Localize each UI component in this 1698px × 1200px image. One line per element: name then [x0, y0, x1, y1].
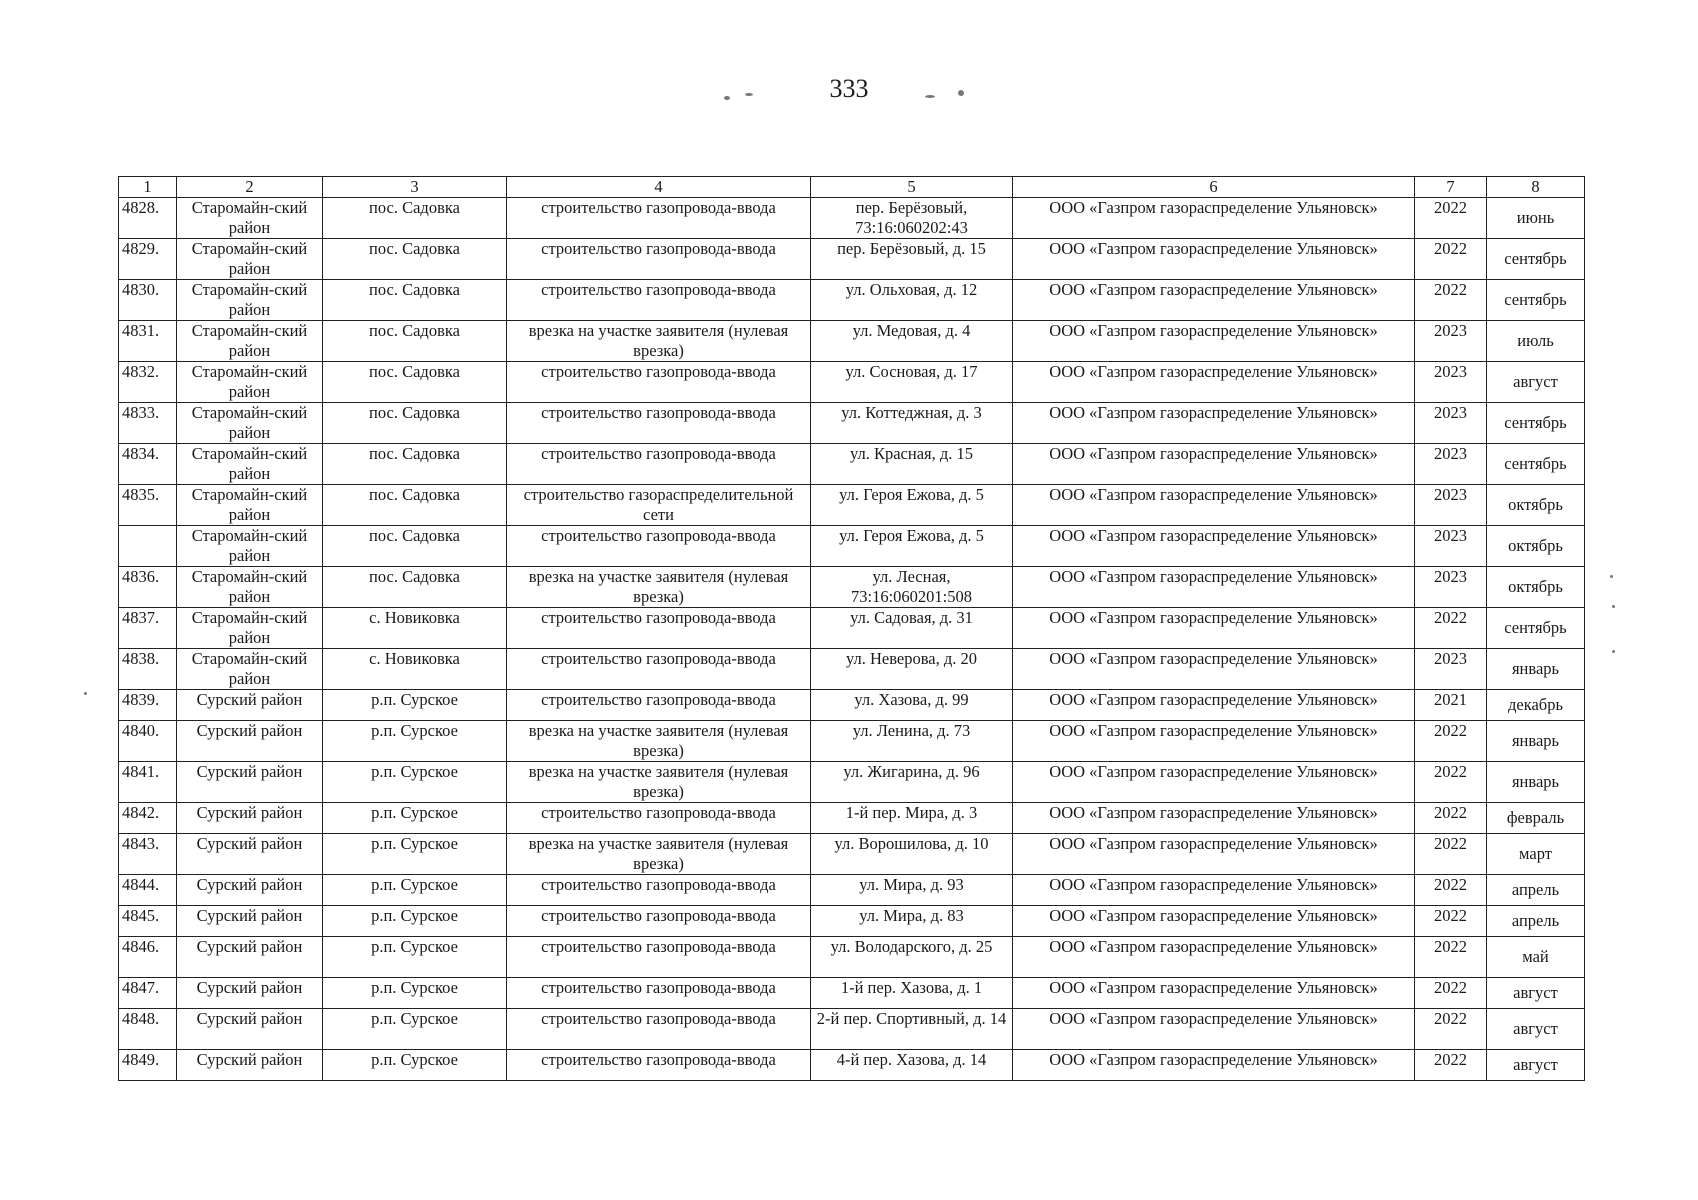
- district-cell: Сурский район: [177, 875, 323, 906]
- row-number: 4843.: [119, 834, 177, 875]
- row-number: 4834.: [119, 444, 177, 485]
- month-cell: апрель: [1487, 906, 1585, 937]
- locality-cell: р.п. Сурское: [323, 906, 507, 937]
- work-type-cell: строительство газопровода-ввода: [507, 444, 811, 485]
- row-number: 4839.: [119, 690, 177, 721]
- locality-cell: р.п. Сурское: [323, 937, 507, 978]
- district-cell: Старомайн-ский район: [177, 362, 323, 403]
- row-number: 4836.: [119, 567, 177, 608]
- table-row: [119, 403, 1585, 444]
- organization-cell: ООО «Газпром газораспределение Ульяновск»: [1013, 362, 1415, 403]
- row-number: 4833.: [119, 403, 177, 444]
- district-cell: Старомайн-ский район: [177, 403, 323, 444]
- address-cell: ул. Ленина, д. 73: [811, 721, 1013, 762]
- month-cell: июль: [1487, 321, 1585, 362]
- locality-cell: р.п. Сурское: [323, 834, 507, 875]
- district-cell: Старомайн-ский район: [177, 649, 323, 690]
- work-type-cell: строительство газопровода-ввода: [507, 198, 811, 239]
- year-cell: 2023: [1415, 444, 1487, 485]
- month-cell: сентябрь: [1487, 239, 1585, 280]
- locality-cell: р.п. Сурское: [323, 875, 507, 906]
- month-cell: сентябрь: [1487, 444, 1585, 485]
- organization-cell: ООО «Газпром газораспределение Ульяновск»: [1013, 403, 1415, 444]
- address-cell: ул. Лесная, 73:16:060201:508: [811, 567, 1013, 608]
- table-row: [119, 526, 1585, 567]
- organization-cell: ООО «Газпром газораспределение Ульяновск»: [1013, 198, 1415, 239]
- month-cell: декабрь: [1487, 690, 1585, 721]
- organization-cell: ООО «Газпром газораспределение Ульяновск»: [1013, 239, 1415, 280]
- organization-cell: ООО «Газпром газораспределение Ульяновск»: [1013, 906, 1415, 937]
- column-header: 5: [811, 177, 1013, 198]
- year-cell: 2022: [1415, 1050, 1487, 1081]
- table-row: [119, 721, 1585, 762]
- organization-cell: ООО «Газпром газораспределение Ульяновск»: [1013, 875, 1415, 906]
- organization-cell: ООО «Газпром газораспределение Ульяновск»: [1013, 526, 1415, 567]
- district-cell: Старомайн-ский район: [177, 567, 323, 608]
- locality-cell: пос. Садовка: [323, 526, 507, 567]
- work-type-cell: строительство газораспределительной сети: [507, 485, 811, 526]
- locality-cell: пос. Садовка: [323, 321, 507, 362]
- address-cell: ул. Ворошилова, д. 10: [811, 834, 1013, 875]
- address-cell: 2-й пер. Спортивный, д. 14: [811, 1009, 1013, 1050]
- gasification-table: [118, 176, 1585, 1081]
- table-row: [119, 485, 1585, 526]
- table-row: [119, 906, 1585, 937]
- locality-cell: пос. Садовка: [323, 198, 507, 239]
- address-cell: ул. Ольховая, д. 12: [811, 280, 1013, 321]
- row-number: 4831.: [119, 321, 177, 362]
- address-cell: ул. Хазова, д. 99: [811, 690, 1013, 721]
- work-type-cell: строительство газопровода-ввода: [507, 1050, 811, 1081]
- locality-cell: р.п. Сурское: [323, 721, 507, 762]
- row-number: 4838.: [119, 649, 177, 690]
- address-cell: ул. Коттеджная, д. 3: [811, 403, 1013, 444]
- year-cell: 2022: [1415, 1009, 1487, 1050]
- year-cell: 2022: [1415, 978, 1487, 1009]
- month-cell: август: [1487, 362, 1585, 403]
- month-cell: апрель: [1487, 875, 1585, 906]
- work-type-cell: строительство газопровода-ввода: [507, 526, 811, 567]
- year-cell: 2022: [1415, 906, 1487, 937]
- organization-cell: ООО «Газпром газораспределение Ульяновск»: [1013, 1050, 1415, 1081]
- work-type-cell: строительство газопровода-ввода: [507, 649, 811, 690]
- locality-cell: с. Новиковка: [323, 608, 507, 649]
- organization-cell: ООО «Газпром газораспределение Ульяновск»: [1013, 649, 1415, 690]
- organization-cell: ООО «Газпром газораспределение Ульяновск»: [1013, 762, 1415, 803]
- district-cell: Старомайн-ский район: [177, 280, 323, 321]
- month-cell: август: [1487, 1050, 1585, 1081]
- month-cell: сентябрь: [1487, 280, 1585, 321]
- month-cell: март: [1487, 834, 1585, 875]
- work-type-cell: строительство газопровода-ввода: [507, 608, 811, 649]
- year-cell: 2023: [1415, 485, 1487, 526]
- address-cell: 1-й пер. Мира, д. 3: [811, 803, 1013, 834]
- scan-speck: [84, 692, 87, 695]
- column-header: 8: [1487, 177, 1585, 198]
- table-row: [119, 321, 1585, 362]
- scan-speck: [1610, 575, 1613, 578]
- table-row: [119, 444, 1585, 485]
- table-row: [119, 280, 1585, 321]
- year-cell: 2022: [1415, 608, 1487, 649]
- year-cell: 2022: [1415, 280, 1487, 321]
- table-row: [119, 362, 1585, 403]
- address-cell: ул. Красная, д. 15: [811, 444, 1013, 485]
- row-number: 4832.: [119, 362, 177, 403]
- work-type-cell: строительство газопровода-ввода: [507, 280, 811, 321]
- month-cell: август: [1487, 1009, 1585, 1050]
- district-cell: Старомайн-ский район: [177, 608, 323, 649]
- address-cell: ул. Неверова, д. 20: [811, 649, 1013, 690]
- district-cell: Сурский район: [177, 690, 323, 721]
- district-cell: Сурский район: [177, 906, 323, 937]
- month-cell: май: [1487, 937, 1585, 978]
- scan-speck: [1612, 650, 1615, 653]
- work-type-cell: строительство газопровода-ввода: [507, 362, 811, 403]
- locality-cell: с. Новиковка: [323, 649, 507, 690]
- year-cell: 2022: [1415, 803, 1487, 834]
- address-cell: ул. Сосновая, д. 17: [811, 362, 1013, 403]
- district-cell: Сурский район: [177, 978, 323, 1009]
- district-cell: Сурский район: [177, 721, 323, 762]
- table-row: [119, 937, 1585, 978]
- work-type-cell: строительство газопровода-ввода: [507, 978, 811, 1009]
- work-type-cell: строительство газопровода-ввода: [507, 690, 811, 721]
- district-cell: Сурский район: [177, 834, 323, 875]
- district-cell: Старомайн-ский район: [177, 239, 323, 280]
- address-cell: ул. Володарского, д. 25: [811, 937, 1013, 978]
- locality-cell: пос. Садовка: [323, 485, 507, 526]
- organization-cell: ООО «Газпром газораспределение Ульяновск»: [1013, 608, 1415, 649]
- header-row: [119, 177, 1585, 198]
- table-row: [119, 608, 1585, 649]
- work-type-cell: строительство газопровода-ввода: [507, 803, 811, 834]
- month-cell: сентябрь: [1487, 608, 1585, 649]
- month-cell: январь: [1487, 649, 1585, 690]
- month-cell: октябрь: [1487, 526, 1585, 567]
- table-row: [119, 834, 1585, 875]
- district-cell: Сурский район: [177, 762, 323, 803]
- year-cell: 2021: [1415, 690, 1487, 721]
- work-type-cell: врезка на участке заявителя (нулевая врезка): [507, 721, 811, 762]
- organization-cell: ООО «Газпром газораспределение Ульяновск»: [1013, 937, 1415, 978]
- month-cell: февраль: [1487, 803, 1585, 834]
- table-row: [119, 649, 1585, 690]
- locality-cell: р.п. Сурское: [323, 690, 507, 721]
- column-header: 1: [119, 177, 177, 198]
- district-cell: Старомайн-ский район: [177, 485, 323, 526]
- locality-cell: р.п. Сурское: [323, 1009, 507, 1050]
- organization-cell: ООО «Газпром газораспределение Ульяновск»: [1013, 567, 1415, 608]
- locality-cell: р.п. Сурское: [323, 978, 507, 1009]
- table-row: [119, 875, 1585, 906]
- row-number: 4844.: [119, 875, 177, 906]
- address-cell: ул. Героя Ежова, д. 5: [811, 485, 1013, 526]
- district-cell: Сурский район: [177, 803, 323, 834]
- row-number: 4835.: [119, 485, 177, 526]
- table-row: [119, 762, 1585, 803]
- year-cell: 2022: [1415, 834, 1487, 875]
- work-type-cell: строительство газопровода-ввода: [507, 906, 811, 937]
- row-number: 4828.: [119, 198, 177, 239]
- table-row: [119, 690, 1585, 721]
- year-cell: 2023: [1415, 649, 1487, 690]
- district-cell: Старомайн-ский район: [177, 321, 323, 362]
- address-cell: 1-й пер. Хазова, д. 1: [811, 978, 1013, 1009]
- address-cell: 4-й пер. Хазова, д. 14: [811, 1050, 1013, 1081]
- row-number: 4845.: [119, 906, 177, 937]
- month-cell: октябрь: [1487, 485, 1585, 526]
- locality-cell: р.п. Сурское: [323, 803, 507, 834]
- year-cell: 2022: [1415, 198, 1487, 239]
- row-number: 4849.: [119, 1050, 177, 1081]
- work-type-cell: строительство газопровода-ввода: [507, 1009, 811, 1050]
- scan-speck: [925, 95, 935, 98]
- column-header: 6: [1013, 177, 1415, 198]
- column-header: 7: [1415, 177, 1487, 198]
- scan-speck: [724, 96, 730, 100]
- scan-speck: [958, 90, 964, 96]
- table-row: [119, 1050, 1585, 1081]
- month-cell: июнь: [1487, 198, 1585, 239]
- row-number: 4841.: [119, 762, 177, 803]
- organization-cell: ООО «Газпром газораспределение Ульяновск»: [1013, 690, 1415, 721]
- address-cell: ул. Героя Ежова, д. 5: [811, 526, 1013, 567]
- scan-speck: [745, 93, 753, 96]
- organization-cell: ООО «Газпром газораспределение Ульяновск»: [1013, 721, 1415, 762]
- district-cell: Сурский район: [177, 937, 323, 978]
- organization-cell: ООО «Газпром газораспределение Ульяновск»: [1013, 321, 1415, 362]
- year-cell: 2023: [1415, 526, 1487, 567]
- month-cell: октябрь: [1487, 567, 1585, 608]
- address-cell: пер. Берёзовый, 73:16:060202:43: [811, 198, 1013, 239]
- work-type-cell: врезка на участке заявителя (нулевая врезка): [507, 321, 811, 362]
- work-type-cell: врезка на участке заявителя (нулевая врезка): [507, 567, 811, 608]
- year-cell: 2022: [1415, 239, 1487, 280]
- year-cell: 2022: [1415, 875, 1487, 906]
- scan-speck: [1612, 605, 1615, 608]
- month-cell: август: [1487, 978, 1585, 1009]
- table-row: [119, 803, 1585, 834]
- locality-cell: пос. Садовка: [323, 280, 507, 321]
- address-cell: ул. Мира, д. 93: [811, 875, 1013, 906]
- year-cell: 2022: [1415, 937, 1487, 978]
- district-cell: Старомайн-ский район: [177, 526, 323, 567]
- row-number: 4848.: [119, 1009, 177, 1050]
- district-cell: Старомайн-ский район: [177, 444, 323, 485]
- table-row: [119, 1009, 1585, 1050]
- month-cell: январь: [1487, 762, 1585, 803]
- district-cell: Сурский район: [177, 1050, 323, 1081]
- work-type-cell: врезка на участке заявителя (нулевая врезка): [507, 762, 811, 803]
- row-number: 4830.: [119, 280, 177, 321]
- organization-cell: ООО «Газпром газораспределение Ульяновск»: [1013, 1009, 1415, 1050]
- address-cell: ул. Жигарина, д. 96: [811, 762, 1013, 803]
- work-type-cell: строительство газопровода-ввода: [507, 937, 811, 978]
- locality-cell: пос. Садовка: [323, 444, 507, 485]
- year-cell: 2022: [1415, 762, 1487, 803]
- work-type-cell: строительство газопровода-ввода: [507, 403, 811, 444]
- address-cell: пер. Берёзовый, д. 15: [811, 239, 1013, 280]
- organization-cell: ООО «Газпром газораспределение Ульяновск»: [1013, 444, 1415, 485]
- organization-cell: ООО «Газпром газораспределение Ульяновск»: [1013, 978, 1415, 1009]
- district-cell: Сурский район: [177, 1009, 323, 1050]
- row-number: 4837.: [119, 608, 177, 649]
- row-number: 4840.: [119, 721, 177, 762]
- organization-cell: ООО «Газпром газораспределение Ульяновск»: [1013, 485, 1415, 526]
- address-cell: ул. Мира, д. 83: [811, 906, 1013, 937]
- locality-cell: пос. Садовка: [323, 239, 507, 280]
- work-type-cell: врезка на участке заявителя (нулевая врезка): [507, 834, 811, 875]
- work-type-cell: строительство газопровода-ввода: [507, 239, 811, 280]
- row-number: 4829.: [119, 239, 177, 280]
- row-number: 4846.: [119, 937, 177, 978]
- year-cell: 2023: [1415, 362, 1487, 403]
- table-row: [119, 198, 1585, 239]
- year-cell: 2023: [1415, 403, 1487, 444]
- locality-cell: пос. Садовка: [323, 567, 507, 608]
- year-cell: 2022: [1415, 721, 1487, 762]
- year-cell: 2023: [1415, 567, 1487, 608]
- locality-cell: пос. Садовка: [323, 362, 507, 403]
- month-cell: сентябрь: [1487, 403, 1585, 444]
- locality-cell: р.п. Сурское: [323, 1050, 507, 1081]
- organization-cell: ООО «Газпром газораспределение Ульяновск»: [1013, 803, 1415, 834]
- organization-cell: ООО «Газпром газораспределение Ульяновск»: [1013, 834, 1415, 875]
- table-row: [119, 567, 1585, 608]
- district-cell: Старомайн-ский район: [177, 198, 323, 239]
- address-cell: ул. Медовая, д. 4: [811, 321, 1013, 362]
- work-type-cell: строительство газопровода-ввода: [507, 875, 811, 906]
- column-header: 3: [323, 177, 507, 198]
- address-cell: ул. Садовая, д. 31: [811, 608, 1013, 649]
- column-header: 2: [177, 177, 323, 198]
- row-number: 4842.: [119, 803, 177, 834]
- month-cell: январь: [1487, 721, 1585, 762]
- row-number: 4847.: [119, 978, 177, 1009]
- year-cell: 2023: [1415, 321, 1487, 362]
- table-row: [119, 239, 1585, 280]
- organization-cell: ООО «Газпром газораспределение Ульяновск»: [1013, 280, 1415, 321]
- row-number: [119, 526, 177, 567]
- page-number: 333: [829, 74, 869, 103]
- table-body: [119, 198, 1585, 1081]
- column-header: 4: [507, 177, 811, 198]
- locality-cell: р.п. Сурское: [323, 762, 507, 803]
- table-row: [119, 978, 1585, 1009]
- locality-cell: пос. Садовка: [323, 403, 507, 444]
